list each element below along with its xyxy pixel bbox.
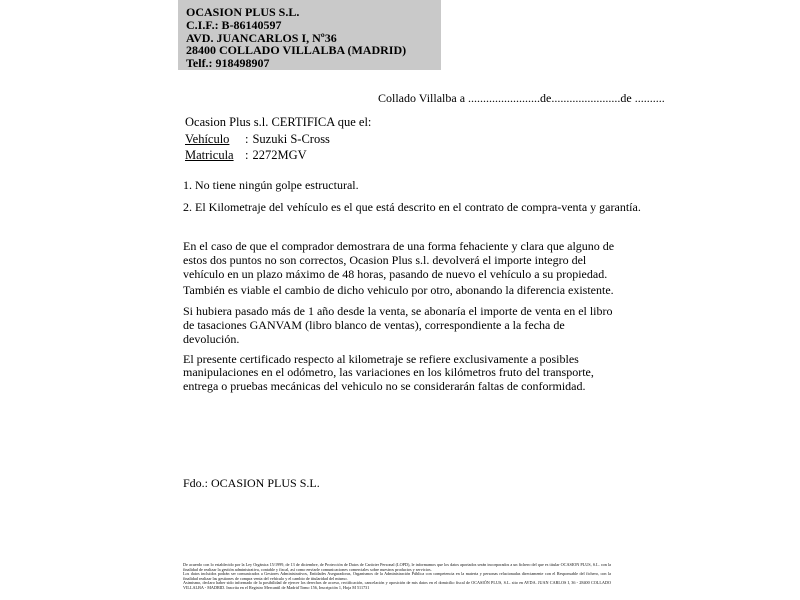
signature-line: Fdo.: OCASION PLUS S.L. (183, 476, 320, 490)
paragraph-ganvam: Si hubiera pasado más de 1 año desde la venta, se abonaría el importe de venta en el libro de tasaciones GANVAM (libro blanco de ventas), correspondiente a la fecha de devolución. (183, 304, 613, 346)
company-cif: C.I.F.: B-86140597 (186, 17, 282, 32)
plate-value: 2272MGV (252, 148, 307, 162)
plate-label: Matricula (185, 148, 234, 162)
point-1: 1. No tiene ningún golpe estructural. (183, 178, 359, 192)
legal-paragraph-lopd: De acuerdo con lo establecido por la Ley Orgánica 15/1999, de 13 de diciembre, de Protección de Datos de Carácter Personal (LOPD), le informamos que los datos aportados serán incorporados a un fichero del que es titular OCASION PLUS, S.L. con la finalidad de realizar la gestión administrativa, contable y fiscal, así como enviarle comunicaciones comerciales sobre nuestros productos y servicios. (183, 562, 611, 572)
company-city: 28400 COLLADO VILLALBA (MADRID) (186, 43, 407, 58)
date-line: Collado Villalba a ........................de.......................de .......... (378, 91, 665, 105)
vehicle-value: Suzuki S-Cross (252, 132, 330, 146)
paragraph-refund: En el caso de que el comprador demostrara de una forma fehaciente y clara que alguno de estos dos puntos no son correctos, Ocasion Plus s.l. devolverá el importe integro del vehículo en un plazo máximo de 48 horas, pasando de nuevo el vehículo a su propiedad. (183, 239, 615, 281)
vehicle-line (185, 132, 330, 147)
company-phone: Telf.: 918498907 (186, 56, 270, 71)
point-2: 2. El Kilometraje del vehículo es el que está descrito en el contrato de compra-venta y garantía. (183, 200, 641, 214)
paragraph-odometer: El presente certificado respecto al kilometraje se refiere exclusivamente a posibles manipulaciones en el odómetro, las variaciones en los kilómetros fruto del transporte, entrega o pruebas mecánicas del vehiculo no se considerarán faltas de conformidad. (183, 351, 594, 394)
company-header (178, 0, 441, 70)
vehicle-separator: : (245, 132, 249, 146)
company-address: AVD. JUANCARLOS I, Nº36 (186, 30, 337, 45)
paragraph-exchange: También es viable el cambio de dicho vehiculo por otro, abonando la diferencia existente. (183, 283, 614, 298)
legal-notice (183, 563, 611, 591)
company-name: OCASION PLUS S.L. (186, 5, 300, 19)
legal-paragraph-derechos: Asimismo, declaro haber sido informado de la posibilidad de ejercer los derechos de acceso, rectificación, cancelación y oposición de mis datos en el domicilio fiscal de OCASIÓN PLUS, S.L. sito en AVDA. JUAN CARLOS I, 36 - 28400 COLLADO VILLALBA - MADRID. Inscrita en el Registro Mercantil de Madrid Tomo 156, Inscripción 1, Hoja M 511731 (183, 580, 611, 590)
plate-separator: : (245, 148, 249, 162)
legal-paragraph-cesion: Los datos incluidos podrán ser comunicados a Gestores Administrativos, Entidades Aseguradoras, Organismos de la Administración Pública con competencia en la materia y personas relacionadas directamente con el Responsable del fichero, con la finalidad realizar las gestiones de compra venta del vehículo y el cambio de titularidad del mismo. (183, 571, 611, 581)
vehicle-label-cell (185, 132, 245, 147)
certifies-line: Ocasion Plus s.l. CERTIFICA que el: (185, 115, 372, 129)
body-paragraphs (183, 240, 623, 394)
plate-line (185, 148, 307, 163)
vehicle-label: Vehículo (185, 132, 230, 146)
plate-label-cell (185, 148, 245, 163)
